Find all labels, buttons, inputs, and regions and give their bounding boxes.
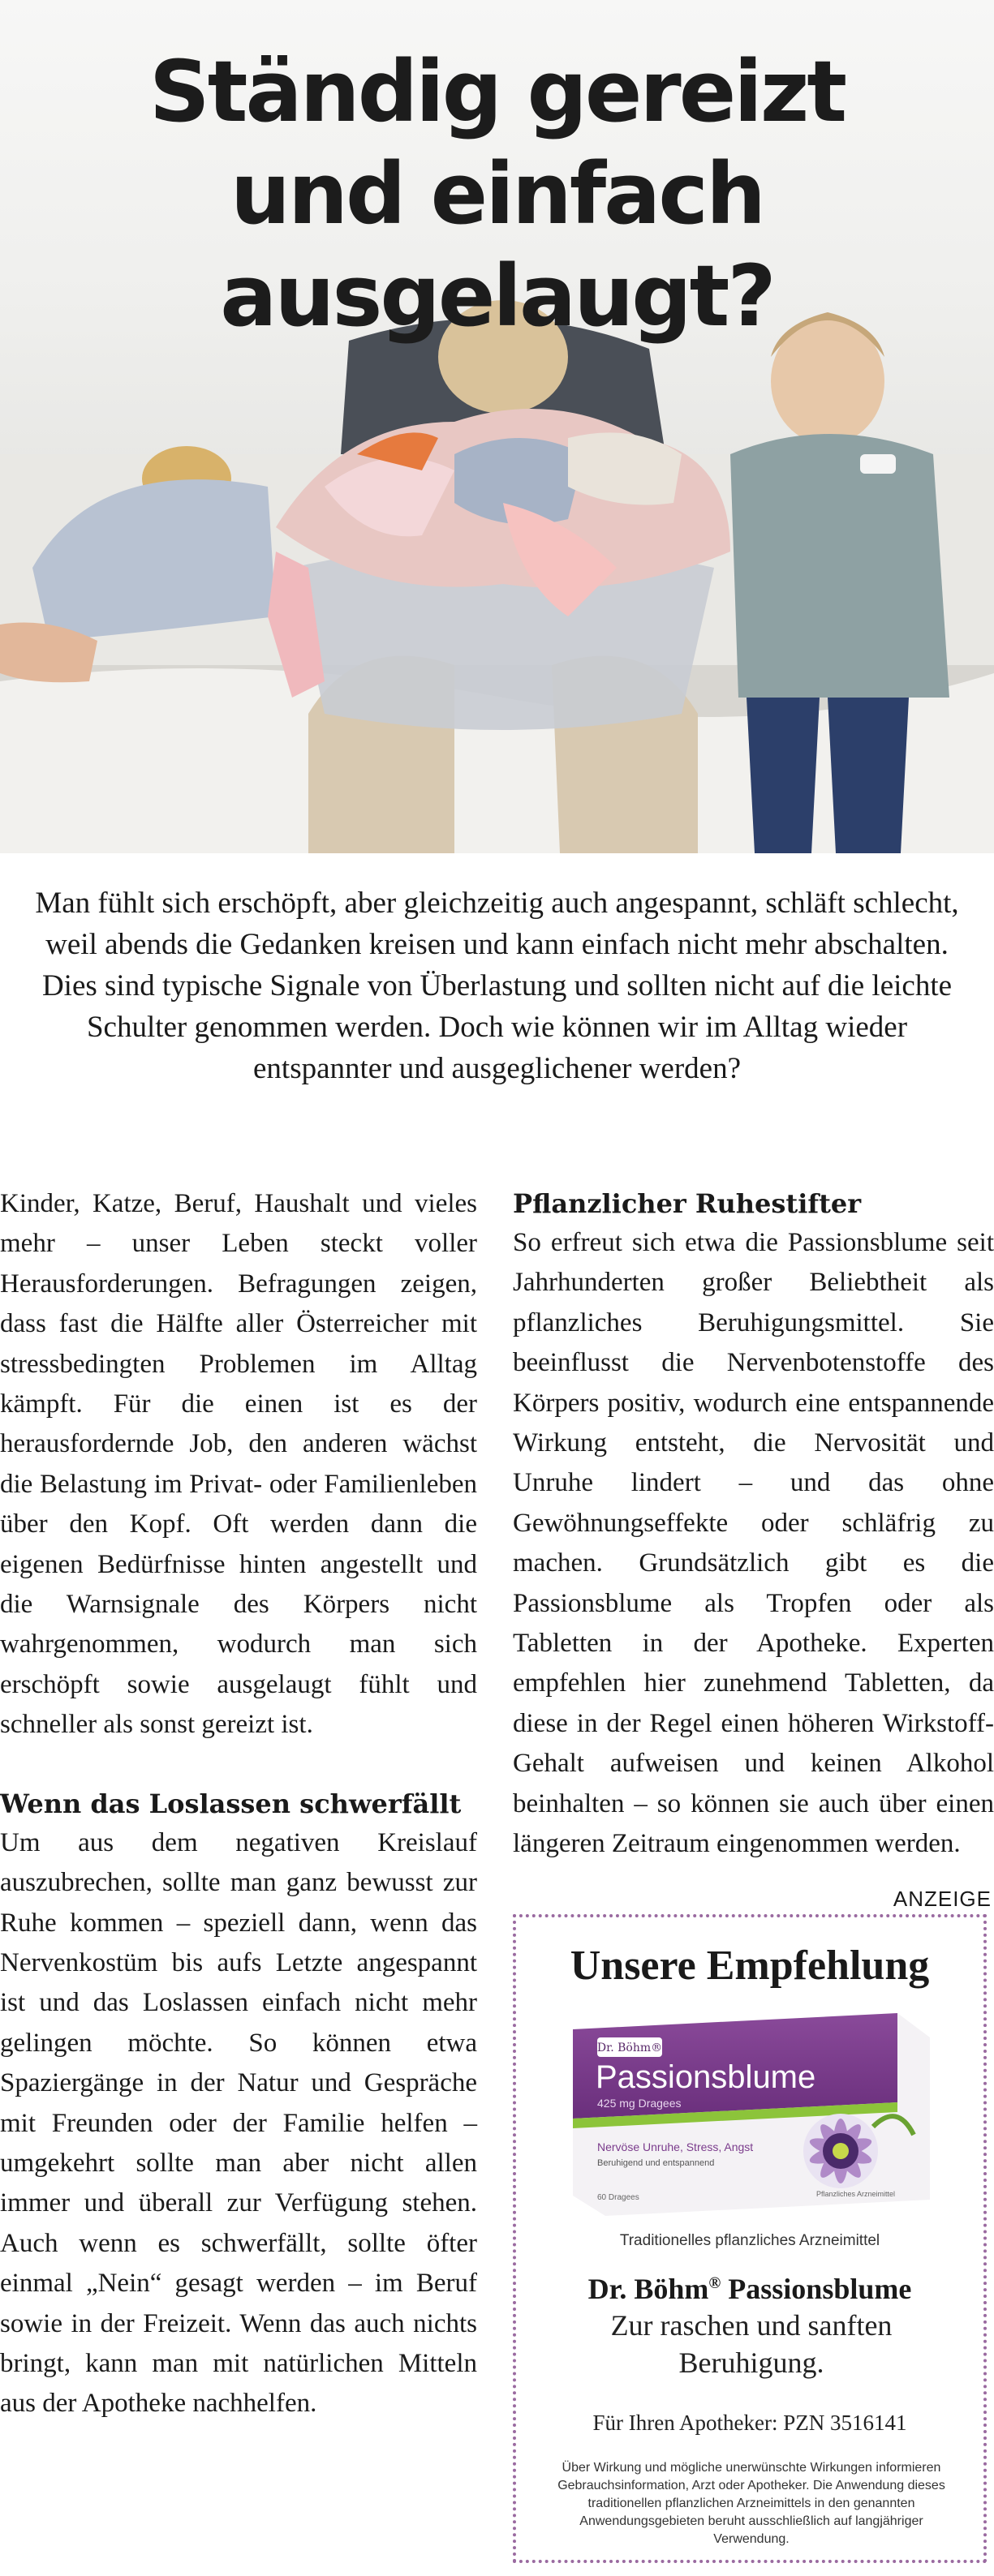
left-subheading: Wenn das Loslassen schwerfällt — [0, 1788, 462, 1819]
pack-indication: Nervöse Unruhe, Stress, Angst — [597, 2140, 754, 2153]
right-column — [513, 1184, 994, 1865]
pzn-number: Für Ihren Apotheker: PZN 3516141 — [592, 2411, 907, 2435]
product-name — [516, 2265, 983, 2308]
pack-name: Passionsblume — [596, 2059, 816, 2095]
headline-line-1: Ständig gereizt — [148, 42, 846, 141]
registered-mark: ® — [708, 2274, 721, 2292]
advertisement-box — [513, 1914, 987, 2563]
ad-disclaimer: Über Wirkung und mögliche unerwünschte Wirkungen informieren Gebrauchsinformation, Arzt oder Apotheker. Die Anwendung dieses traditionellen pflanzlichen Arzneimittels in den genannten Anwendungsgebieten beruht ausschließlich auf langjähriger Verwendung. — [557, 2461, 945, 2546]
product-package — [573, 2013, 930, 2216]
hero-image — [0, 0, 994, 853]
product-name-rest: Passionsblume — [721, 2273, 912, 2305]
left-column — [0, 1184, 477, 2424]
product-name-brand: Dr. Böhm — [587, 2273, 709, 2305]
right-paragraph-1: So erfreut sich etwa die Passionsblume seit Jahrhunderten großer Beliebtheit als pflanzliches Beruhigungsmittel. Sie beeinflusst die Nervenbotenstoffe des Körpers positiv, wodurch eine entspannende Wirkung entsteht, die Nervosität und Unruhe lindert – und das ohne Gewöhnungseffekte oder schläfrig zu machen. Grundsätzlich gibt es die Passionsblume als Tropfen oder als Tabletten in der Apotheke. Experten empfehlen hier zunehmend Tabletten, da diese in der Regel einen höheren Wirkstoff-Gehalt aufweisen und keinen Alkohol beinhalten – so können sie auch über einen längeren Zeitraum eingenommen werden. — [513, 1228, 994, 1859]
ad-label: ANZEIGE — [893, 1887, 992, 1911]
pack-count: 60 Dragees — [597, 2193, 639, 2202]
headline — [0, 41, 994, 347]
headline-line-2: und einfach ausgelaugt? — [220, 144, 774, 346]
pack-caption: Traditionelles pflanzliches Arzneimittel — [619, 2232, 880, 2249]
left-paragraph-2: Um aus dem negativen Kreislauf auszubrechen, sollte man ganz bewusst zur Ruhe kommen – speziell dann, wenn das Nervenkostüm bis aufs Letzte angespannt ist und das Loslassen einfach nicht mehr gelingen möchte. So können etwa Spaziergänge in der Natur und Gespräche mit Freunden oder der Familie helfen – umgekehrt sollte man aber nicht allen immer und überall zur Verfügung stehen. Auch wenn es schwerfällt, sollte öfter einmal „Nein“ gesagt werden – im Beruf sowie in der Freizeit. Wenn das auch nichts bringt, kann man mit natürlichen Mitteln aus der Apotheke nachhelfen. — [0, 1827, 477, 2419]
pack-footer: Pflanzliches Arzneimittel — [816, 2190, 896, 2198]
intro-paragraph: Man fühlt sich erschöpft, aber gleichzeitig auch angespannt, schläft schlecht, weil abends die Gedanken kreisen und kann einfach nicht mehr abschalten. Dies sind typische Signale von Überlastung und sollten nicht auf die leichte Schulter genommen werden. Doch wie können wir im Alltag wieder entspannter und ausgeglichener werden? — [35, 887, 959, 1085]
pack-subline: Beruhigend und entspannend — [597, 2158, 715, 2168]
right-subheading: Pflanzlicher Ruhestifter — [513, 1188, 862, 1219]
ad-title: Unsere Empfehlung — [570, 1943, 930, 1989]
pack-dose: 425 mg Dragees — [597, 2097, 682, 2110]
pack-brand: Dr. Böhm® — [596, 2041, 663, 2054]
left-paragraph-1: Kinder, Katze, Beruf, Haushalt und vieles mehr – unser Leben steckt voller Herausforderungen. Befragungen zeigen, dass fast die Hälfte aller Österreicher mit stressbedingten Problemen im Alltag kämpft. Für die einen ist es der herausfordernde Job, den anderen wächst die Belastung im Privat- oder Familienleben über den Kopf. Oft werden dann die eigenen Bedürfnisse hinten angestellt und die Warnsignale des Körpers nicht wahrgenommen, wodurch man sich erschöpft sowie ausgelaugt fühlt und schneller als sonst gereizt ist. — [0, 1189, 477, 1740]
product-claim: Zur raschen und sanften Beruhigung. — [610, 2309, 893, 2379]
